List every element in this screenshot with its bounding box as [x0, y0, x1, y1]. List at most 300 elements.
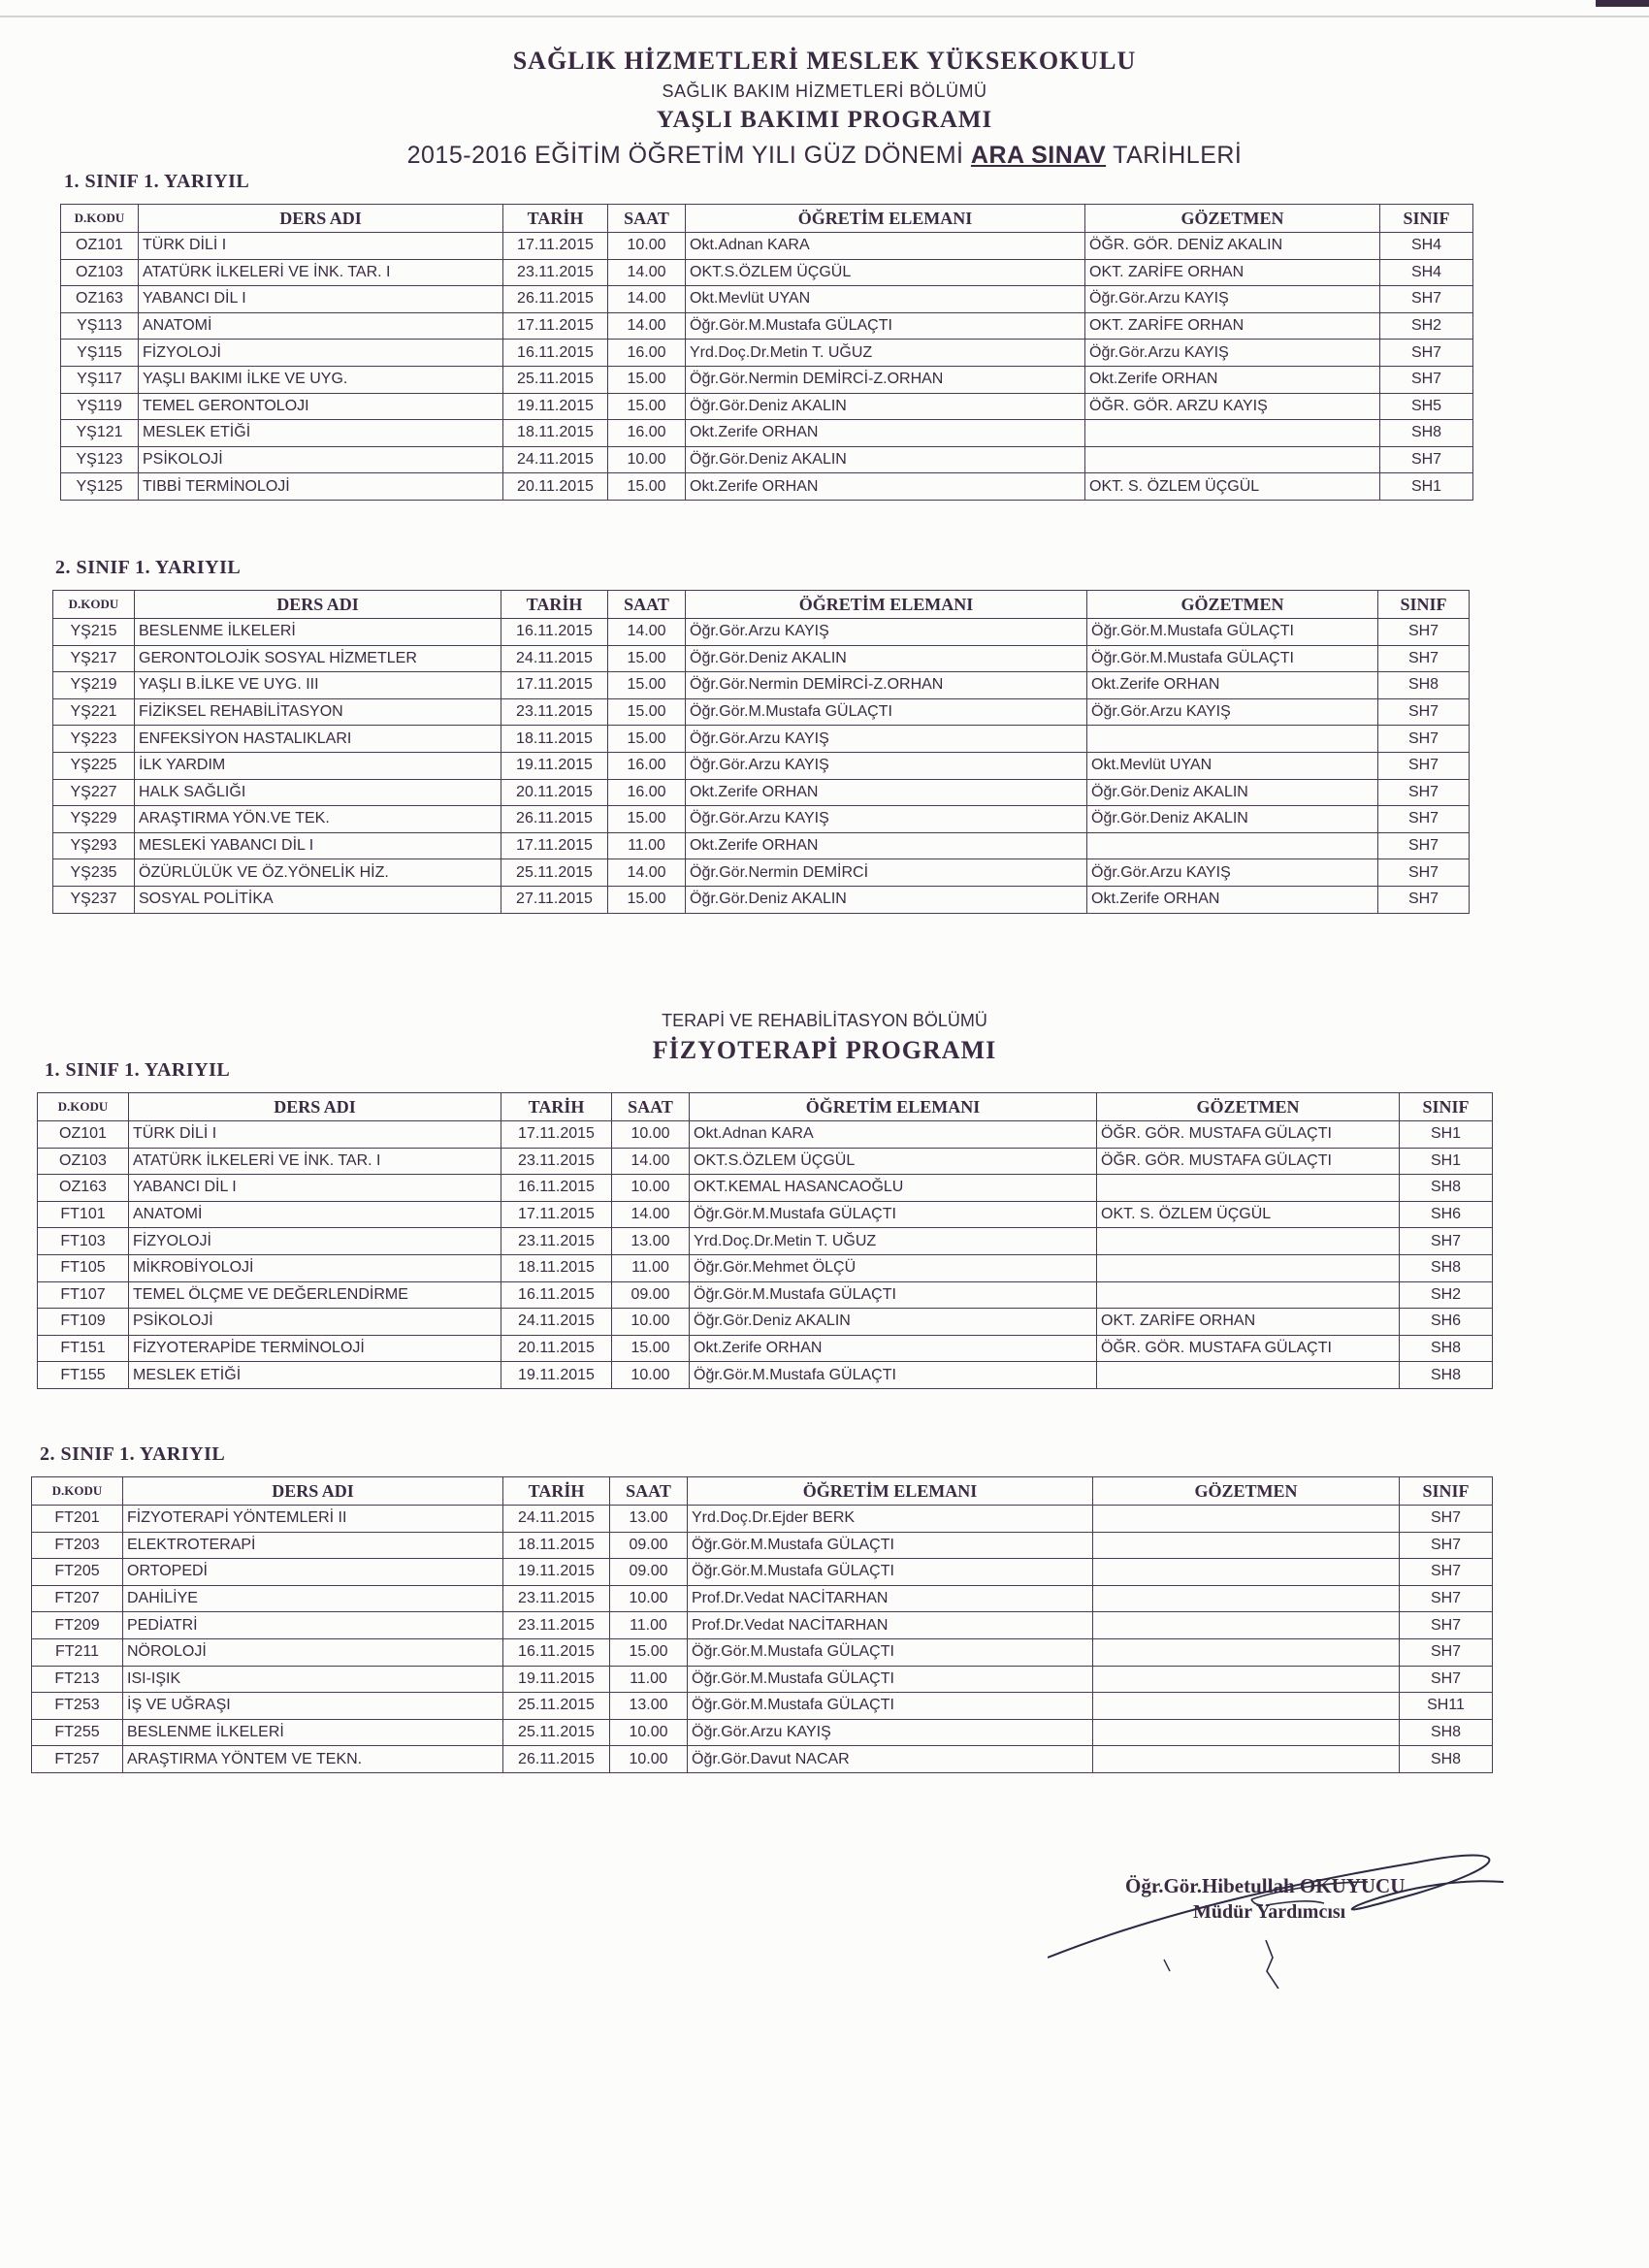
- exam-date: 18.11.2015: [503, 1532, 610, 1559]
- table-row: [53, 698, 1470, 726]
- table-row: [53, 619, 1470, 646]
- exam-date: 19.11.2015: [503, 393, 608, 420]
- school-title: SAĞLIK HİZMETLERİ MESLEK YÜKSEKOKULU: [512, 47, 1137, 75]
- instructor-name: Öğr.Gör.Nermin DEMİRCİ-Z.ORHAN: [686, 366, 1085, 393]
- exam-time: 15.00: [608, 698, 686, 726]
- proctor-name: ÖĞR. GÖR. DENİZ AKALIN: [1085, 233, 1380, 260]
- table-row: [61, 393, 1473, 420]
- exam-time: 14.00: [608, 619, 686, 646]
- exam-date: 17.11.2015: [503, 233, 608, 260]
- instructor-name: Öğr.Gör.Nermin DEMİRCİ-Z.ORHAN: [686, 672, 1087, 699]
- course-name: TEMEL GERONTOLOJI: [139, 393, 503, 420]
- classroom: SH2: [1380, 312, 1473, 340]
- instructor-name: OKT.S.ÖZLEM ÜÇGÜL: [690, 1148, 1097, 1175]
- course-name: PEDİATRİ: [123, 1612, 503, 1639]
- col-tarih: TARİH: [503, 205, 608, 233]
- course-code: FT105: [38, 1254, 129, 1281]
- exam-time: 15.00: [608, 806, 686, 833]
- table-row: [32, 1719, 1493, 1746]
- course-name: ARAŞTIRMA YÖNTEM VE TEKN.: [123, 1746, 503, 1773]
- course-name: YAŞLI B.İLKE VE UYG. III: [135, 672, 501, 699]
- instructor-name: Okt.Zerife ORHAN: [686, 473, 1085, 501]
- col-sinif: SINIF: [1378, 591, 1470, 619]
- exam-time: 14.00: [608, 312, 686, 340]
- course-code: FT257: [32, 1746, 123, 1773]
- proctor-name: Öğr.Gör.M.Mustafa GÜLAÇTI: [1087, 645, 1378, 672]
- classroom: SH7: [1400, 1506, 1493, 1533]
- classroom: SH8: [1400, 1175, 1493, 1202]
- course-name: MİKROBİYOLOJİ: [129, 1254, 501, 1281]
- course-name: MESLEKİ YABANCI DİL I: [135, 832, 501, 859]
- classroom: SH7: [1400, 1228, 1493, 1255]
- course-name: YABANCI DİL I: [129, 1175, 501, 1202]
- classroom: SH6: [1400, 1309, 1493, 1336]
- exam-date: 18.11.2015: [501, 1254, 612, 1281]
- course-name: MESLEK ETİĞİ: [129, 1362, 501, 1389]
- course-name: PSİKOLOJİ: [129, 1309, 501, 1336]
- instructor-name: Öğr.Gör.M.Mustafa GÜLAÇTI: [688, 1666, 1093, 1693]
- table-row: [32, 1693, 1493, 1720]
- section-title: 1. SINIF 1. YARIYIL: [45, 1059, 231, 1081]
- instructor-name: Öğr.Gör.Deniz AKALIN: [690, 1309, 1097, 1336]
- table-row: [38, 1309, 1493, 1336]
- proctor-name: [1093, 1532, 1400, 1559]
- classroom: SH1: [1380, 473, 1473, 501]
- proctor-name: [1093, 1693, 1400, 1720]
- exam-date: 23.11.2015: [501, 1148, 612, 1175]
- classroom: SH7: [1378, 619, 1470, 646]
- col-sinif: SINIF: [1400, 1477, 1493, 1506]
- table-row: [53, 645, 1470, 672]
- proctor-name: [1097, 1281, 1400, 1309]
- course-name: ANATOMİ: [129, 1201, 501, 1228]
- course-code: YŞ119: [61, 393, 139, 420]
- col-saat: SAAT: [610, 1477, 688, 1506]
- course-code: YŞ223: [53, 726, 135, 753]
- course-name: İLK YARDIM: [135, 752, 501, 779]
- proctor-name: Öğr.Gör.Arzu KAYIŞ: [1085, 340, 1380, 367]
- course-code: YŞ117: [61, 366, 139, 393]
- exam-time: 10.00: [610, 1585, 688, 1612]
- classroom: SH8: [1400, 1254, 1493, 1281]
- course-name: TIBBİ TERMİNOLOJİ: [139, 473, 503, 501]
- course-code: YŞ225: [53, 752, 135, 779]
- exam-date: 17.11.2015: [501, 832, 608, 859]
- instructor-name: Okt.Adnan KARA: [690, 1121, 1097, 1149]
- instructor-name: Okt.Zerife ORHAN: [686, 832, 1087, 859]
- exam-table: [31, 1476, 1493, 1773]
- exam-time: 15.00: [608, 886, 686, 913]
- instructor-name: Öğr.Gör.M.Mustafa GÜLAÇTI: [686, 698, 1087, 726]
- classroom: SH4: [1380, 233, 1473, 260]
- instructor-name: Öğr.Gör.Arzu KAYIŞ: [686, 752, 1087, 779]
- course-name: İŞ VE UĞRAŞI: [123, 1693, 503, 1720]
- instructor-name: Okt.Mevlüt UYAN: [686, 286, 1085, 313]
- col-tarih: TARİH: [503, 1477, 610, 1506]
- exam-date: 26.11.2015: [503, 1746, 610, 1773]
- exam-date: 20.11.2015: [501, 1335, 612, 1362]
- proctor-name: ÖĞR. GÖR. MUSTAFA GÜLAÇTI: [1097, 1148, 1400, 1175]
- col-sinif: SINIF: [1400, 1093, 1493, 1121]
- course-code: YŞ113: [61, 312, 139, 340]
- table-row: [32, 1585, 1493, 1612]
- classroom: SH7: [1378, 752, 1470, 779]
- classroom: SH7: [1378, 886, 1470, 913]
- exam-date: 27.11.2015: [501, 886, 608, 913]
- classroom: SH7: [1378, 859, 1470, 887]
- course-name: MESLEK ETİĞİ: [139, 420, 503, 447]
- classroom: SH8: [1400, 1362, 1493, 1389]
- instructor-name: Öğr.Gör.Deniz AKALIN: [686, 393, 1085, 420]
- exam-table: [60, 204, 1473, 501]
- table-row: [61, 259, 1473, 286]
- exam-date: 23.11.2015: [501, 1228, 612, 1255]
- exam-date: 25.11.2015: [503, 1719, 610, 1746]
- instructor-name: Öğr.Gör.M.Mustafa GÜLAÇTI: [690, 1281, 1097, 1309]
- exam-time: 11.00: [610, 1612, 688, 1639]
- course-code: YŞ235: [53, 859, 135, 887]
- course-code: FT209: [32, 1612, 123, 1639]
- exam-time: 15.00: [612, 1335, 690, 1362]
- exam-date: 26.11.2015: [503, 286, 608, 313]
- classroom: SH7: [1380, 286, 1473, 313]
- instructor-name: OKT.KEMAL HASANCAOĞLU: [690, 1175, 1097, 1202]
- exam-time: 10.00: [612, 1362, 690, 1389]
- course-code: FT211: [32, 1638, 123, 1666]
- instructor-name: Öğr.Gör.Arzu KAYIŞ: [688, 1719, 1093, 1746]
- instructor-name: Yrd.Doç.Dr.Metin T. UĞUZ: [686, 340, 1085, 367]
- course-name: GERONTOLOJİK SOSYAL HİZMETLER: [135, 645, 501, 672]
- course-name: ARAŞTIRMA YÖN.VE TEK.: [135, 806, 501, 833]
- col-ders: DERS ADI: [139, 205, 503, 233]
- classroom: SH1: [1400, 1148, 1493, 1175]
- instructor-name: Okt.Zerife ORHAN: [686, 779, 1087, 806]
- course-code: FT207: [32, 1585, 123, 1612]
- table-row: [38, 1281, 1493, 1309]
- corner-mark: [1596, 0, 1649, 7]
- table-row: [61, 366, 1473, 393]
- classroom: SH8: [1380, 420, 1473, 447]
- table-row: [61, 340, 1473, 367]
- course-name: ANATOMİ: [139, 312, 503, 340]
- proctor-name: ÖĞR. GÖR. ARZU KAYIŞ: [1085, 393, 1380, 420]
- classroom: SH7: [1400, 1559, 1493, 1586]
- course-code: FT205: [32, 1559, 123, 1586]
- course-name: YABANCI DİL I: [139, 286, 503, 313]
- col-ders: DERS ADI: [135, 591, 501, 619]
- classroom: SH2: [1400, 1281, 1493, 1309]
- classroom: SH7: [1378, 832, 1470, 859]
- exam-time: 14.00: [612, 1148, 690, 1175]
- exam-time: 15.00: [608, 393, 686, 420]
- table-row: [61, 420, 1473, 447]
- table-row: [38, 1362, 1493, 1389]
- course-code: YŞ215: [53, 619, 135, 646]
- col-saat: SAAT: [612, 1093, 690, 1121]
- exam-date: 20.11.2015: [503, 473, 608, 501]
- course-code: FT151: [38, 1335, 129, 1362]
- col-gozetmen: GÖZETMEN: [1085, 205, 1380, 233]
- classroom: SH7: [1378, 806, 1470, 833]
- classroom: SH5: [1380, 393, 1473, 420]
- course-name: YAŞLI BAKIMI İLKE VE UYG.: [139, 366, 503, 393]
- exam-table: [37, 1092, 1493, 1389]
- exam-date: 26.11.2015: [501, 806, 608, 833]
- course-name: TEMEL ÖLÇME VE DEĞERLENDİRME: [129, 1281, 501, 1309]
- col-gozetmen: GÖZETMEN: [1087, 591, 1378, 619]
- exam-time: 16.00: [608, 752, 686, 779]
- table-row: [38, 1254, 1493, 1281]
- exam-date: 25.11.2015: [503, 1693, 610, 1720]
- course-code: YŞ219: [53, 672, 135, 699]
- course-name: NÖROLOJİ: [123, 1638, 503, 1666]
- table-row: [38, 1148, 1493, 1175]
- top-border-line: [0, 16, 1649, 17]
- course-code: OZ103: [38, 1148, 129, 1175]
- col-kodu: D.KODU: [61, 205, 139, 233]
- exam-time: 15.00: [608, 473, 686, 501]
- instructor-name: Öğr.Gör.Arzu KAYIŞ: [686, 806, 1087, 833]
- classroom: SH6: [1400, 1201, 1493, 1228]
- exam-time: 13.00: [612, 1228, 690, 1255]
- proctor-name: Okt.Mevlüt UYAN: [1087, 752, 1378, 779]
- instructor-name: Öğr.Gör.Davut NACAR: [688, 1746, 1093, 1773]
- table-row: [38, 1201, 1493, 1228]
- department-title: SAĞLIK BAKIM HİZMETLERİ BÖLÜMÜ: [662, 81, 987, 101]
- col-kodu: D.KODU: [32, 1477, 123, 1506]
- table-row: [38, 1175, 1493, 1202]
- table-row: [32, 1506, 1493, 1533]
- exam-date: 17.11.2015: [501, 1121, 612, 1149]
- proctor-name: [1097, 1362, 1400, 1389]
- proctor-name: [1097, 1254, 1400, 1281]
- course-name: ELEKTROTERAPİ: [123, 1532, 503, 1559]
- instructor-name: OKT.S.ÖZLEM ÜÇGÜL: [686, 259, 1085, 286]
- instructor-name: Öğr.Gör.Deniz AKALIN: [686, 446, 1085, 473]
- exam-time: 13.00: [610, 1506, 688, 1533]
- exam-date: 23.11.2015: [503, 1612, 610, 1639]
- instructor-name: Yrd.Doç.Dr.Metin T. UĞUZ: [690, 1228, 1097, 1255]
- col-ders: DERS ADI: [123, 1477, 503, 1506]
- exam-date: 25.11.2015: [501, 859, 608, 887]
- classroom: SH7: [1380, 446, 1473, 473]
- course-name: FİZYOLOJİ: [139, 340, 503, 367]
- course-name: ORTOPEDİ: [123, 1559, 503, 1586]
- course-name: ATATÜRK İLKELERİ VE İNK. TAR. I: [139, 259, 503, 286]
- table-row: [53, 806, 1470, 833]
- table-row: [38, 1335, 1493, 1362]
- course-name: FİZİKSEL REHABİLİTASYON: [135, 698, 501, 726]
- instructor-name: Öğr.Gör.Arzu KAYIŞ: [686, 619, 1087, 646]
- exam-date: 16.11.2015: [501, 619, 608, 646]
- proctor-name: [1087, 832, 1378, 859]
- program2-title: FİZYOTERAPİ PROGRAMI: [652, 1036, 997, 1064]
- instructor-name: Öğr.Gör.Mehmet ÖLÇÜ: [690, 1254, 1097, 1281]
- table-row: [53, 672, 1470, 699]
- exam-time: 09.00: [612, 1281, 690, 1309]
- proctor-name: [1097, 1175, 1400, 1202]
- instructor-name: Okt.Zerife ORHAN: [686, 420, 1085, 447]
- course-code: FT203: [32, 1532, 123, 1559]
- instructor-name: Öğr.Gör.M.Mustafa GÜLAÇTI: [688, 1559, 1093, 1586]
- instructor-name: Prof.Dr.Vedat NACİTARHAN: [688, 1612, 1093, 1639]
- proctor-name: Okt.Zerife ORHAN: [1087, 672, 1378, 699]
- exam-time: 15.00: [608, 366, 686, 393]
- table-row: [38, 1228, 1493, 1255]
- col-ogretim: ÖĞRETİM ELEMANI: [690, 1093, 1097, 1121]
- course-code: YŞ217: [53, 645, 135, 672]
- exam-time: 15.00: [608, 672, 686, 699]
- exam-date: 19.11.2015: [501, 752, 608, 779]
- proctor-name: OKT. S. ÖZLEM ÜÇGÜL: [1085, 473, 1380, 501]
- course-name: SOSYAL POLİTİKA: [135, 886, 501, 913]
- exam-date: 19.11.2015: [501, 1362, 612, 1389]
- exam-date: 17.11.2015: [501, 1201, 612, 1228]
- exam-time: 14.00: [612, 1201, 690, 1228]
- table-row: [32, 1612, 1493, 1639]
- proctor-name: OKT. S. ÖZLEM ÜÇGÜL: [1097, 1201, 1400, 1228]
- proctor-name: [1093, 1746, 1400, 1773]
- signer-role: Müdür Yardımcısı: [1193, 1901, 1346, 1923]
- section-title: 1. SINIF 1. YARIYIL: [64, 171, 250, 192]
- exam-date: 23.11.2015: [503, 1585, 610, 1612]
- table-row: [61, 312, 1473, 340]
- term-title: [0, 142, 1649, 170]
- exam-date: 24.11.2015: [501, 645, 608, 672]
- course-name: TÜRK DİLİ I: [139, 233, 503, 260]
- table-row: [53, 726, 1470, 753]
- course-code: OZ163: [61, 286, 139, 313]
- instructor-name: Prof.Dr.Vedat NACİTARHAN: [688, 1585, 1093, 1612]
- course-code: OZ163: [38, 1175, 129, 1202]
- course-name: ISI-IŞIK: [123, 1666, 503, 1693]
- classroom: SH8: [1378, 672, 1470, 699]
- course-code: OZ101: [38, 1121, 129, 1149]
- exam-time: 14.00: [608, 286, 686, 313]
- exam-time: 14.00: [608, 259, 686, 286]
- exam-time: 09.00: [610, 1559, 688, 1586]
- proctor-name: Öğr.Gör.Arzu KAYIŞ: [1087, 859, 1378, 887]
- section-title: 2. SINIF 1. YARIYIL: [40, 1443, 226, 1465]
- course-name: FİZYOTERAPİ YÖNTEMLERİ II: [123, 1506, 503, 1533]
- exam-time: 10.00: [608, 446, 686, 473]
- course-code: FT255: [32, 1719, 123, 1746]
- course-name: TÜRK DİLİ I: [129, 1121, 501, 1149]
- exam-date: 18.11.2015: [501, 726, 608, 753]
- exam-time: 14.00: [608, 859, 686, 887]
- department2-title: TERAPİ VE REHABİLİTASYON BÖLÜMÜ: [662, 1011, 987, 1030]
- course-code: FT103: [38, 1228, 129, 1255]
- col-kodu: D.KODU: [38, 1093, 129, 1121]
- course-code: YŞ115: [61, 340, 139, 367]
- term-title-exam: ARA SINAV: [970, 142, 1107, 169]
- classroom: SH7: [1380, 366, 1473, 393]
- exam-date: 20.11.2015: [501, 779, 608, 806]
- course-name: ÖZÜRLÜLÜK VE ÖZ.YÖNELİK HİZ.: [135, 859, 501, 887]
- col-kodu: D.KODU: [53, 591, 135, 619]
- term-title-post: TARİHLERİ: [1106, 142, 1243, 169]
- course-code: YŞ293: [53, 832, 135, 859]
- proctor-name: ÖĞR. GÖR. MUSTAFA GÜLAÇTI: [1097, 1121, 1400, 1149]
- exam-time: 10.00: [612, 1121, 690, 1149]
- exam-time: 13.00: [610, 1693, 688, 1720]
- proctor-name: [1093, 1585, 1400, 1612]
- course-code: FT213: [32, 1666, 123, 1693]
- exam-date: 16.11.2015: [503, 340, 608, 367]
- exam-date: 24.11.2015: [503, 1506, 610, 1533]
- classroom: SH7: [1400, 1612, 1493, 1639]
- classroom: SH1: [1400, 1121, 1493, 1149]
- exam-time: 10.00: [612, 1175, 690, 1202]
- proctor-name: [1085, 420, 1380, 447]
- proctor-name: ÖĞR. GÖR. MUSTAFA GÜLAÇTI: [1097, 1335, 1400, 1362]
- exam-time: 10.00: [608, 233, 686, 260]
- table-row: [32, 1746, 1493, 1773]
- instructor-name: Okt.Adnan KARA: [686, 233, 1085, 260]
- instructor-name: Yrd.Doç.Dr.Ejder BERK: [688, 1506, 1093, 1533]
- instructor-name: Öğr.Gör.Nermin DEMİRCİ: [686, 859, 1087, 887]
- col-saat: SAAT: [608, 205, 686, 233]
- instructor-name: Öğr.Gör.M.Mustafa GÜLAÇTI: [688, 1638, 1093, 1666]
- exam-time: 16.00: [608, 779, 686, 806]
- proctor-name: Öğr.Gör.M.Mustafa GÜLAÇTI: [1087, 619, 1378, 646]
- exam-time: 10.00: [612, 1309, 690, 1336]
- exam-date: 23.11.2015: [503, 259, 608, 286]
- exam-table: [52, 590, 1470, 914]
- classroom: SH7: [1378, 726, 1470, 753]
- proctor-name: OKT. ZARİFE ORHAN: [1097, 1309, 1400, 1336]
- col-saat: SAAT: [608, 591, 686, 619]
- table-row: [61, 446, 1473, 473]
- course-name: HALK SAĞLIĞI: [135, 779, 501, 806]
- exam-time: 15.00: [608, 726, 686, 753]
- classroom: SH7: [1400, 1666, 1493, 1693]
- proctor-name: Öğr.Gör.Arzu KAYIŞ: [1085, 286, 1380, 313]
- exam-time: 11.00: [612, 1254, 690, 1281]
- proctor-name: [1093, 1612, 1400, 1639]
- instructor-name: Öğr.Gör.M.Mustafa GÜLAÇTI: [688, 1693, 1093, 1720]
- course-code: YŞ229: [53, 806, 135, 833]
- col-ogretim: ÖĞRETİM ELEMANI: [688, 1477, 1093, 1506]
- proctor-name: Öğr.Gör.Deniz AKALIN: [1087, 806, 1378, 833]
- course-code: YŞ227: [53, 779, 135, 806]
- exam-time: 10.00: [610, 1719, 688, 1746]
- course-code: YŞ121: [61, 420, 139, 447]
- course-name: FİZYOTERAPİDE TERMİNOLOJİ: [129, 1335, 501, 1362]
- course-name: ATATÜRK İLKELERİ VE İNK. TAR. I: [129, 1148, 501, 1175]
- exam-date: 16.11.2015: [503, 1638, 610, 1666]
- exam-date: 25.11.2015: [503, 366, 608, 393]
- course-code: YŞ221: [53, 698, 135, 726]
- exam-time: 15.00: [608, 645, 686, 672]
- classroom: SH7: [1378, 779, 1470, 806]
- program-title: YAŞLI BAKIMI PROGRAMI: [656, 107, 993, 133]
- instructor-name: Okt.Zerife ORHAN: [690, 1335, 1097, 1362]
- classroom: SH4: [1380, 259, 1473, 286]
- classroom: SH8: [1400, 1335, 1493, 1362]
- table-row: [32, 1666, 1493, 1693]
- table-row: [32, 1559, 1493, 1586]
- exam-date: 23.11.2015: [501, 698, 608, 726]
- table-row: [53, 779, 1470, 806]
- exam-date: 16.11.2015: [501, 1175, 612, 1202]
- col-tarih: TARİH: [501, 1093, 612, 1121]
- classroom: SH7: [1400, 1585, 1493, 1612]
- course-name: PSİKOLOJİ: [139, 446, 503, 473]
- exam-time: 15.00: [610, 1638, 688, 1666]
- table-row: [53, 752, 1470, 779]
- instructor-name: Öğr.Gör.M.Mustafa GÜLAÇTI: [686, 312, 1085, 340]
